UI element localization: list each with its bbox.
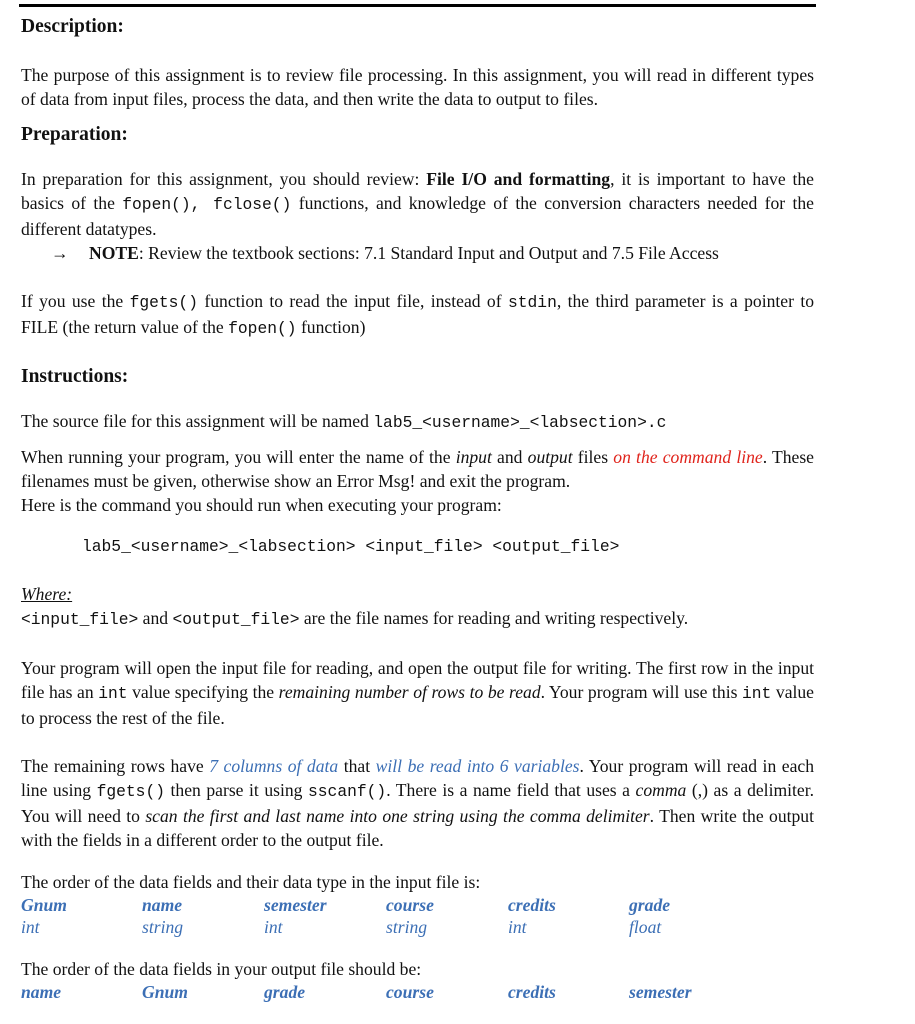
- input-order-label: The order of the data fields and their data type in the input file is:: [21, 872, 481, 892]
- text-run: value specifying the: [127, 682, 279, 702]
- output-field-name: name: [21, 982, 62, 1002]
- instructions-heading: Instructions:: [21, 366, 129, 387]
- open-files-paragraph: [21, 656, 814, 730]
- text-run: function): [296, 317, 366, 337]
- code-run: <output_file>: [172, 610, 300, 629]
- note-label: NOTE: [89, 243, 139, 263]
- italic-run: scan the first and last name into one string using the comma delimiter: [145, 806, 650, 826]
- text-run: Your program will open the input file for reading, and open the output file for writing. The first row in the input file has an: [21, 658, 814, 702]
- input-field-type: int: [21, 917, 40, 937]
- input-field-name: grade: [629, 895, 671, 915]
- input-field-type: int: [508, 917, 527, 937]
- text-run: , it is important to have the basics of the: [21, 169, 814, 213]
- arrow-icon: →: [51, 243, 69, 263]
- where-paragraph: [21, 606, 814, 632]
- preparation-paragraph: [21, 167, 814, 241]
- code-run: <input_file>: [21, 610, 139, 629]
- note-line: [51, 241, 814, 265]
- input-field-type: int: [264, 917, 283, 937]
- preparation-heading: Preparation:: [21, 124, 128, 145]
- description-heading: Description:: [21, 16, 124, 37]
- input-field-name: semester: [264, 895, 327, 915]
- italic-run: comma: [635, 780, 687, 800]
- output-order-label: The order of the data fields in your output file should be:: [21, 959, 422, 979]
- italic-run: output: [527, 447, 573, 467]
- text-run: , the third parameter is a pointer to FILE (the return value of the: [21, 291, 814, 337]
- text-run: and: [491, 447, 528, 467]
- code-run: sscanf(): [308, 782, 387, 801]
- output-field-name: course: [386, 982, 434, 1002]
- input-field-name: Gnum: [21, 895, 67, 915]
- note-text: : Review the textbook sections: 7.1 Standard Input and Output and 7.5 File Access: [138, 243, 719, 263]
- command-line: lab5_<username>_<labsection> <input_file> <output_file>: [82, 537, 620, 556]
- text-run: functions, and knowledge of the conversion characters needed for the different datatypes.: [21, 193, 814, 239]
- text-run: function to read the input file, instead of: [197, 291, 508, 311]
- input-field-name: course: [386, 895, 434, 915]
- where-label-text: Where:: [21, 584, 73, 604]
- remaining-rows-paragraph: [21, 754, 814, 852]
- text-run: that: [338, 756, 376, 776]
- code-run: fopen(): [228, 319, 297, 338]
- where-label: [21, 582, 814, 606]
- text-run: . These filenames must be given, otherwise show an Error Msg! and exit the program.: [21, 447, 814, 491]
- input-fields-row: [21, 893, 814, 915]
- text-run: files: [572, 447, 614, 467]
- running-paragraph-2: Here is the command you should run when executing your program:: [21, 495, 502, 515]
- text-run: When running your program, you will enter the name of the: [21, 447, 456, 467]
- top-rule: [19, 4, 816, 7]
- bold-run: File I/O and formatting: [426, 169, 611, 189]
- code-run: fopen(), fclose(): [122, 195, 292, 214]
- text-run: (,) as a delimiter. You will need to: [21, 780, 815, 826]
- running-paragraph: [21, 445, 814, 493]
- code-run: lab5_<username>_<labsection>.c: [373, 413, 667, 432]
- input-field-type: string: [142, 917, 184, 937]
- blue-italic-run: will be read into 6 variables: [375, 756, 580, 776]
- code-run: fgets(): [96, 782, 165, 801]
- input-types-row: [21, 915, 814, 937]
- fgets-paragraph: [21, 289, 814, 341]
- input-field-name: name: [142, 895, 183, 915]
- text-run: value to process the rest of the file.: [21, 682, 814, 728]
- text-run: The source file for this assignment will be named: [21, 411, 374, 431]
- text-run: are the file names for reading and writing respectively.: [299, 608, 689, 628]
- text-run: If you use the: [21, 291, 130, 311]
- text-run: In preparation for this assignment, you should review:: [21, 169, 427, 189]
- italic-run: remaining number of rows to be read: [278, 682, 541, 702]
- input-field-type: string: [386, 917, 428, 937]
- output-field-name: credits: [508, 982, 556, 1002]
- text-run: then parse it using: [165, 780, 309, 800]
- text-run: . There is a name field that uses a: [386, 780, 636, 800]
- text-run: . Your program will read in each line using: [21, 756, 814, 800]
- code-run: int: [98, 684, 128, 703]
- output-field-name: semester: [629, 982, 692, 1002]
- text-run: The remaining rows have: [21, 756, 210, 776]
- code-run: fgets(): [129, 293, 198, 312]
- input-field-name: credits: [508, 895, 556, 915]
- output-field-name: grade: [264, 982, 306, 1002]
- code-run: stdin: [507, 293, 557, 312]
- blue-italic-run: 7 columns of data: [209, 756, 339, 776]
- italic-run: input: [455, 447, 492, 467]
- text-run: and: [138, 608, 173, 628]
- document-content: [21, 15, 814, 1002]
- output-fields-row: [21, 980, 814, 1002]
- output-field-name: Gnum: [142, 982, 188, 1002]
- input-field-type: float: [629, 917, 662, 937]
- source-file-paragraph: [21, 409, 814, 435]
- code-run: int: [742, 684, 772, 703]
- description-text: The purpose of this assignment is to review file processing. In this assignment, you will read in different types of data from input files, process the data, and then write the data to output to files.: [21, 65, 814, 109]
- text-run: . Your program will use this: [540, 682, 743, 702]
- red-italic-run: on the command line: [613, 447, 763, 467]
- text-run: . Then write the output with the fields in a different order to the output file.: [21, 806, 814, 850]
